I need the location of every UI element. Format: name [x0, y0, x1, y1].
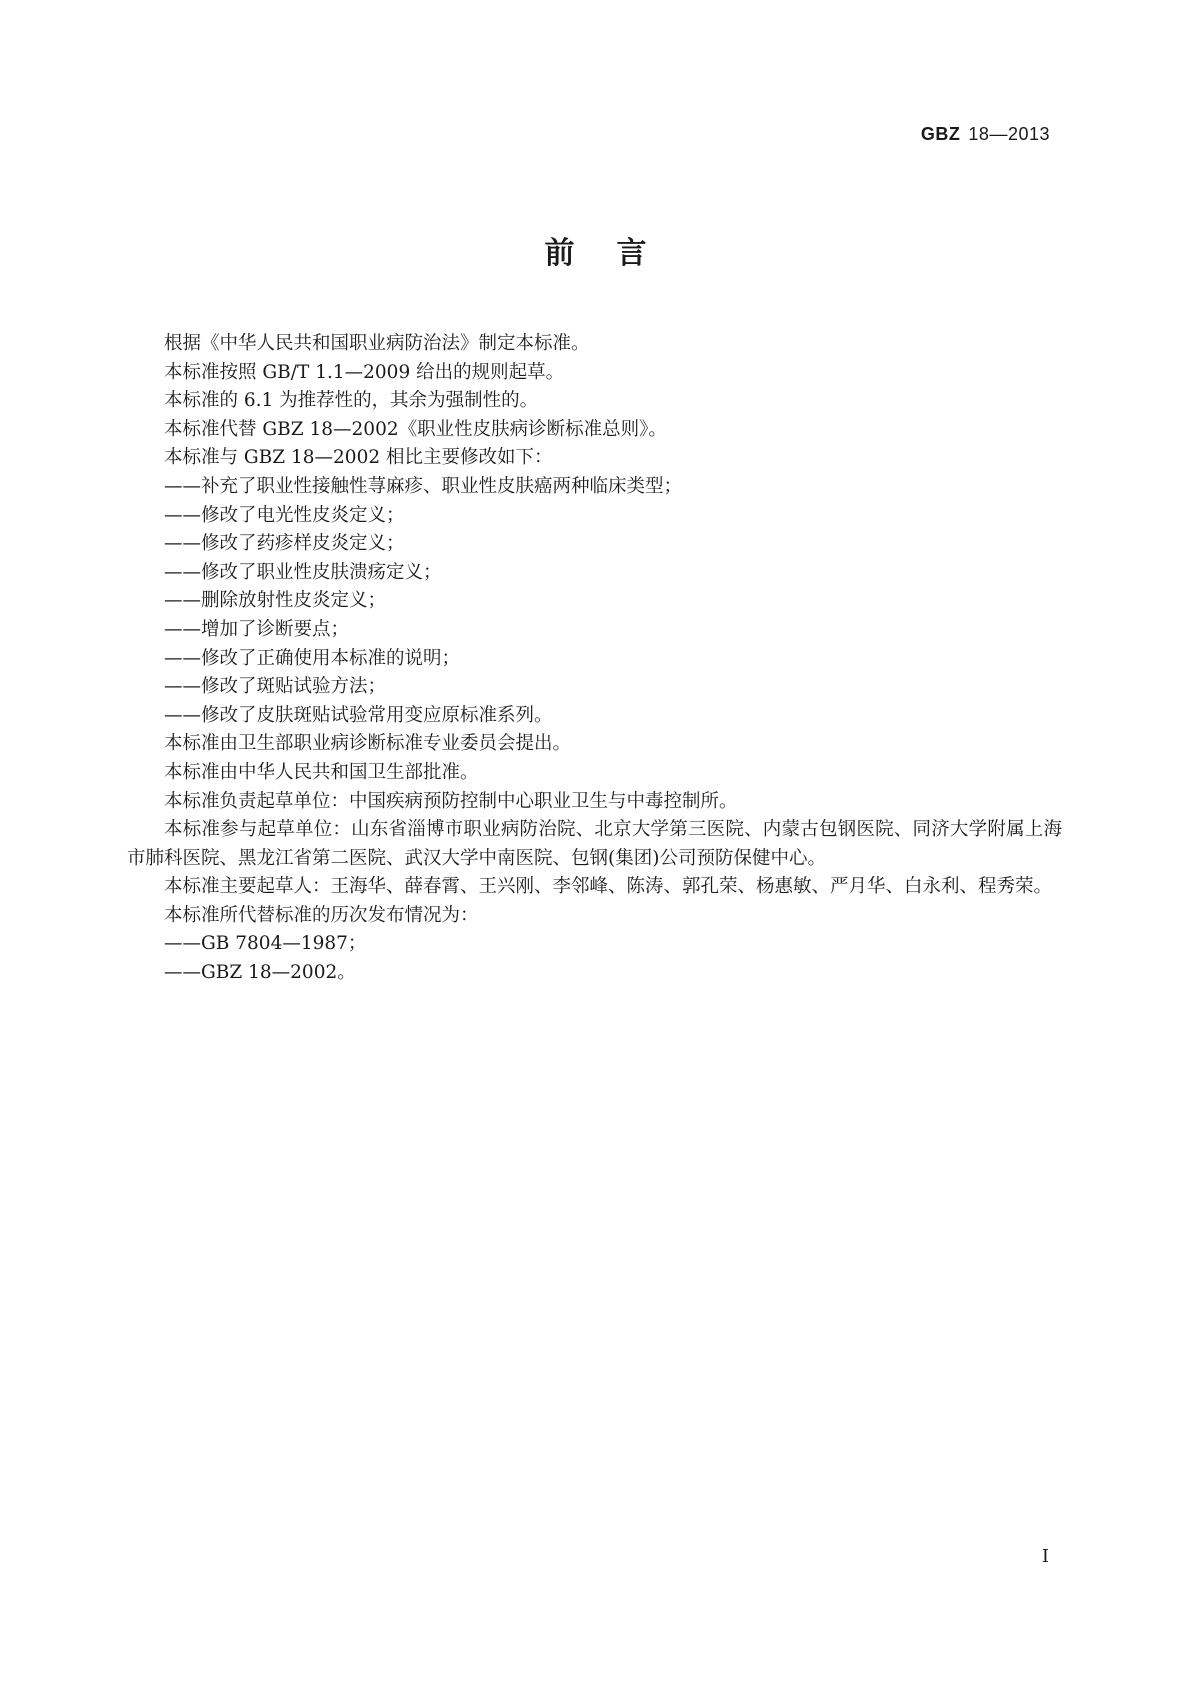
paragraph: 本标准代替 GBZ 18—2002《职业性皮肤病诊断标准总则》。	[164, 418, 667, 440]
list-item: ——GBZ 18—2002。	[164, 962, 356, 984]
paragraph: 本标准参与起草单位：山东省淄博市职业病防治院、北京大学第三医院、内蒙古包钢医院、同济大学附属上海市肺科医院、黑龙江省第二医院、武汉大学中南医院、包钢(集团)公司预防保健中心。	[127, 819, 1062, 869]
paragraph: 本标准由卫生部职业病诊断标准专业委员会提出。	[164, 733, 572, 755]
standard-code-number: 18—2013	[968, 124, 1050, 144]
page-number: I	[1041, 1546, 1049, 1567]
list-item: ——修改了职业性皮肤溃疡定义；	[164, 561, 442, 583]
list-item: ——修改了斑贴试验方法；	[164, 676, 387, 698]
paragraph: 本标准的 6.1 为推荐性的，其余为强制性的。	[164, 390, 539, 412]
standard-code	[921, 124, 1050, 145]
standard-code-prefix: GBZ	[920, 124, 961, 144]
list-item: ——修改了电光性皮炎定义；	[164, 504, 405, 526]
paragraph: 本标准与 GBZ 18—2002 相比主要修改如下：	[164, 447, 553, 469]
foreword-body	[127, 330, 1062, 988]
paragraph: 本标准按照 GB/T 1.1—2009 给出的规则起草。	[164, 361, 565, 383]
paragraph: 本标准所代替标准的历次发布情况为：	[164, 904, 479, 926]
list-item: ——删除放射性皮炎定义；	[164, 590, 387, 612]
list-item: ——GB 7804—1987；	[164, 933, 367, 955]
page-title: 前言	[544, 236, 689, 271]
paragraph: 根据《中华人民共和国职业病防治法》制定本标准。	[164, 333, 590, 354]
list-item: ——修改了正确使用本标准的说明；	[164, 647, 461, 669]
list-item: ——增加了诊断要点；	[164, 618, 350, 640]
list-item: ——修改了药疹样皮炎定义；	[164, 533, 405, 555]
paragraph: 本标准由中华人民共和国卫生部批准。	[164, 761, 479, 783]
list-item: ——补充了职业性接触性荨麻疹、职业性皮肤癌两种临床类型；	[164, 475, 683, 497]
paragraph: 本标准主要起草人：王海华、薛春霄、王兴刚、李邻峰、陈涛、郭孔荣、杨惠敏、严月华、白永利、程秀荣。	[164, 876, 1053, 898]
list-item: ——修改了皮肤斑贴试验常用变应原标准系列。	[164, 704, 553, 726]
paragraph: 本标准负责起草单位：中国疾病预防控制中心职业卫生与中毒控制所。	[164, 790, 738, 812]
